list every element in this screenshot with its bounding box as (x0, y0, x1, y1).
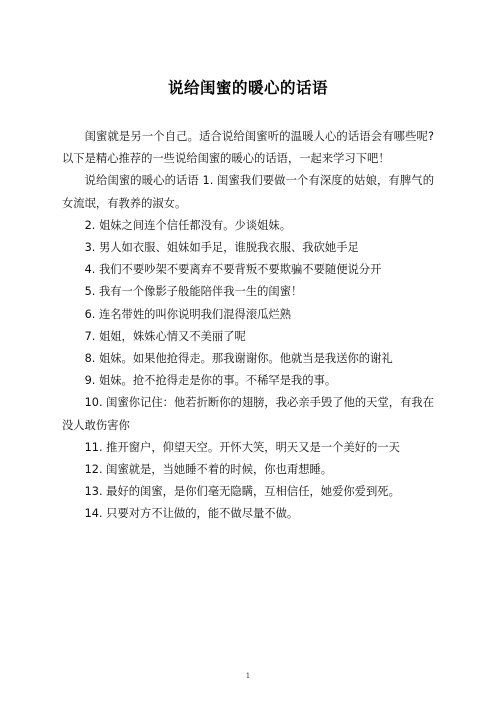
list-item: 12. 闺蜜就是，当她睡不着的时候，你也甭想睡。 (84, 463, 333, 477)
list-item: 9. 姐妹。抢不抢得走是你的事。不稀罕是我的事。 (84, 374, 337, 388)
page-number: 1 (245, 672, 251, 680)
intro-paragraph: 闺蜜就是另一个自己。适合说给闺蜜听的温暖人心的话语会有哪些呢?以下是精心推荐的一些说给闺蜜的暖心的话语，一起来学习下吧！ (62, 130, 434, 166)
list-item: 11. 推开窗户，仰望天空。开怀大笑，明天又是一个美好的一天 (84, 440, 400, 454)
document-body (62, 126, 434, 526)
list-item: 4. 我们不要吵架不要离弃不要背叛不要欺骗不要随便说分开 (84, 263, 382, 277)
list-item: 7. 姐姐，姝姝心情又不美丽了呢 (84, 329, 246, 343)
list-item: 10. 闺蜜你记住：他若折断你的翅膀，我必亲手毁了他的天堂，有我在没人敢伤害你 (62, 396, 434, 432)
list-item: 13. 最好的闺蜜，是你们毫无隐瞒，互相信任，她爱你爱到死。 (84, 485, 400, 499)
list-item: 3. 男人如衣服、姐妹如手足，谁脱我衣服、我砍她手足 (84, 241, 359, 255)
list-item: 5. 我有一个像影子般能陪伴我一生的闺蜜！ (84, 285, 303, 299)
list-item: 6. 连名带姓的叫你说明我们混得滚瓜烂熟 (84, 307, 292, 321)
list-item: 2. 姐妹之间连个信任都没有。少谈姐妹。 (84, 218, 292, 232)
list-item: 说给闺蜜的暖心的话语 1. 闺蜜我们要做一个有深度的姑娘，有脾气的女流氓，有教养的淑女。 (62, 174, 434, 210)
list-item: 14. 只要对方不让做的，能不做尽量不做。 (84, 507, 299, 521)
document-title: 说给闺蜜的暖心的话语 (167, 79, 328, 97)
list-item: 8. 姐妹。如果他抢得走。那我谢谢你。他就当是我送你的谢礼 (84, 352, 393, 366)
